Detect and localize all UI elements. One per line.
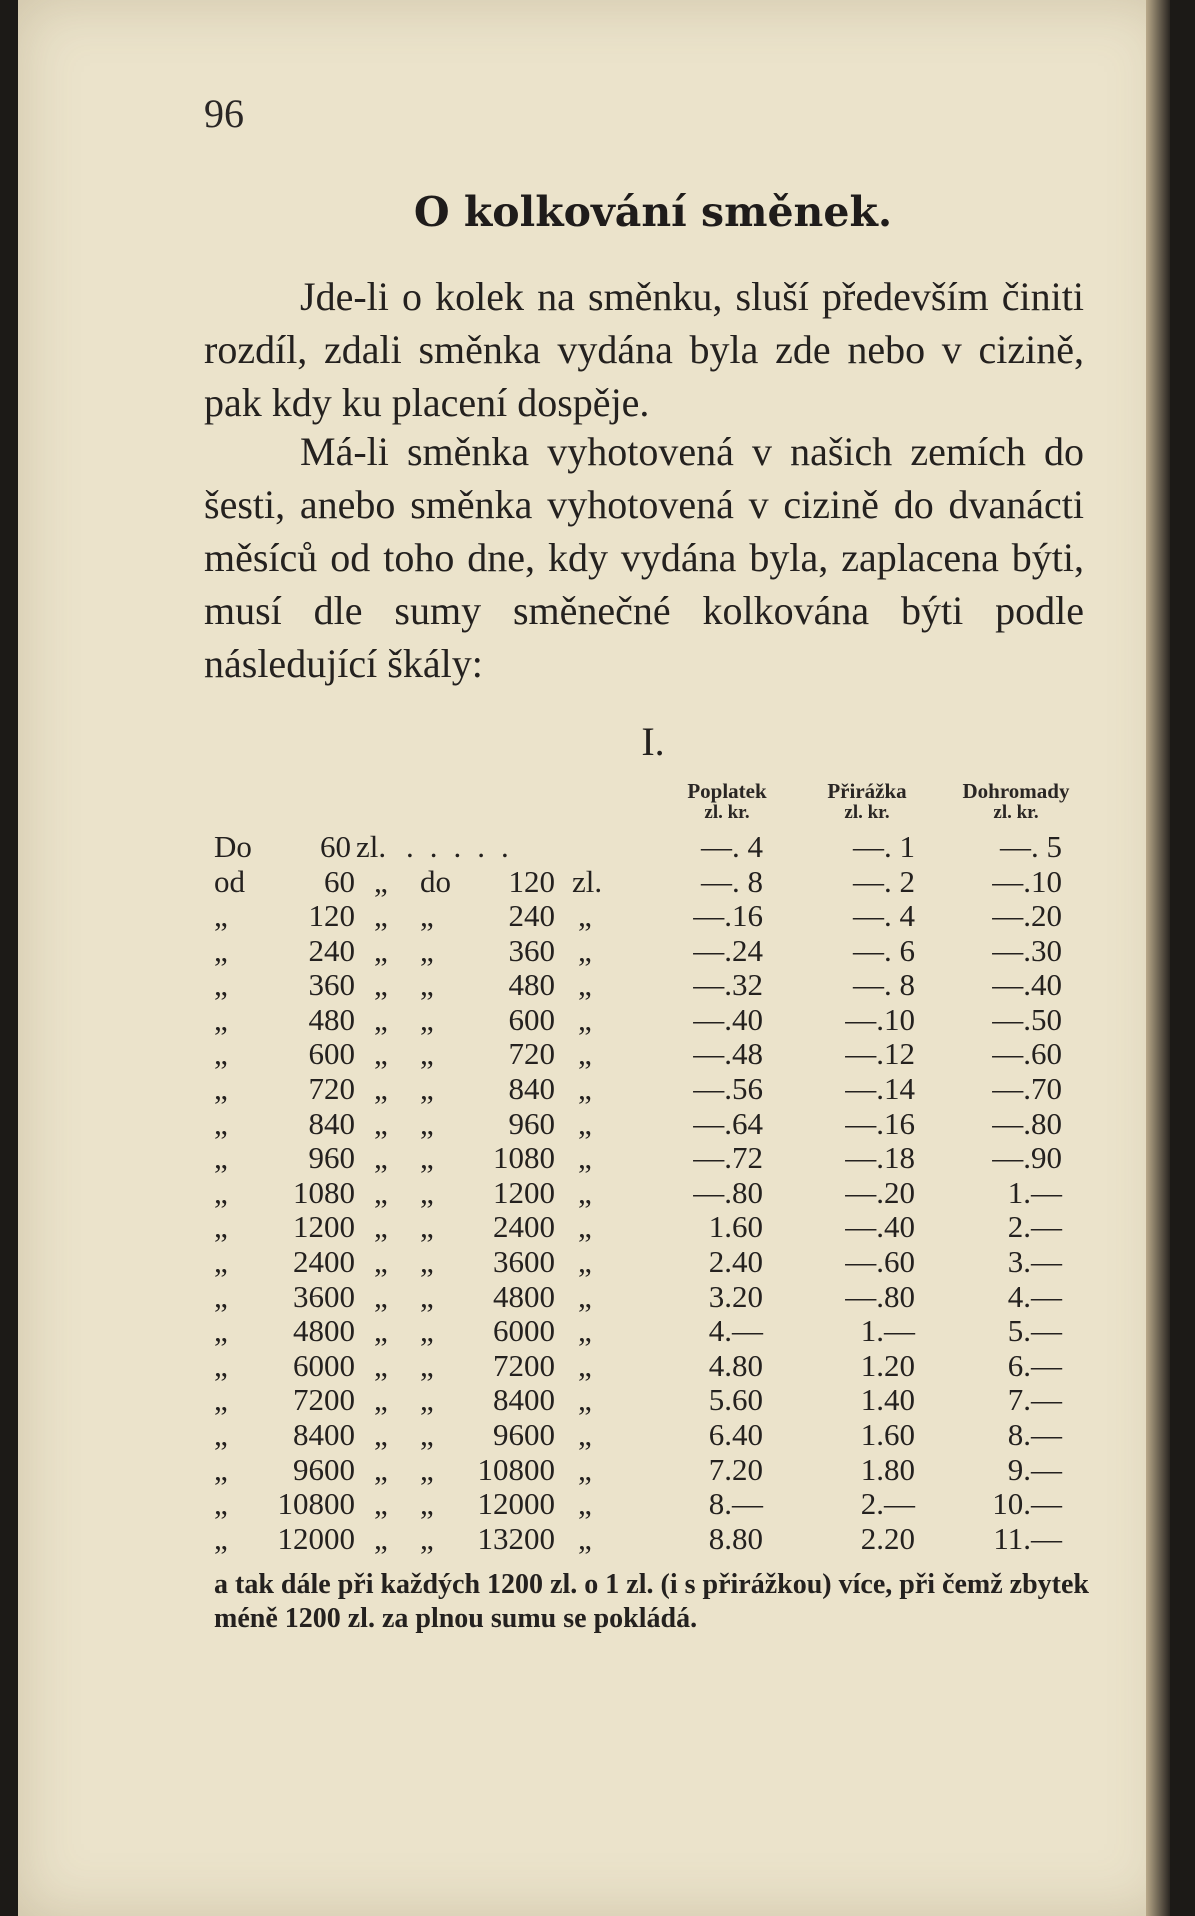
row-ditto-prefix: „: [214, 1382, 228, 1418]
table-row: [0, 1279, 1195, 1313]
row-ditto-prefix: „: [214, 1313, 228, 1349]
cell-dohromady: —.50: [992, 1001, 1062, 1037]
row-ditto-do: „: [420, 967, 434, 1003]
row-ditto-mark: „: [374, 1140, 388, 1176]
row-ditto-unit: „: [578, 1244, 592, 1279]
row-ditto-mark: „: [374, 1209, 388, 1245]
cell-prirazka: —. 4: [853, 898, 915, 933]
row-ditto-unit: „: [578, 1105, 592, 1141]
cell-poplatek: 2.40: [708, 1244, 763, 1279]
row-from: 7200: [293, 1382, 355, 1418]
cell-prirazka: 2.—: [860, 1486, 915, 1522]
cell-dohromady: 7.—: [1007, 1382, 1062, 1418]
row-ditto-mark: „: [374, 1417, 388, 1452]
row-ditto-do: „: [420, 1313, 434, 1349]
row-from: 1080: [293, 1174, 355, 1210]
cell-dohromady: 1.—: [1007, 1174, 1062, 1210]
row-ditto-prefix: „: [214, 1140, 228, 1176]
table-row: [0, 1071, 1195, 1105]
row-ditto-unit: „: [578, 932, 592, 968]
cell-prirazka: 1.60: [860, 1417, 915, 1452]
table-row: [0, 898, 1195, 932]
row-to: 3600: [493, 1244, 555, 1279]
row-ditto-unit: „: [578, 967, 592, 1003]
row-ditto-do: „: [420, 1209, 434, 1245]
row-from: 840: [308, 1105, 355, 1141]
table-row: [0, 1002, 1195, 1036]
cell-dohromady: 11.—: [993, 1520, 1062, 1556]
row-from: 960: [308, 1140, 355, 1176]
table-row: [0, 1140, 1195, 1174]
row-ditto-mark: „: [374, 1451, 388, 1487]
cell-dohromady: —.40: [992, 967, 1062, 1003]
table-row-second: [0, 864, 1195, 898]
page-number: 96: [204, 91, 244, 136]
row-to: 1080: [493, 1140, 555, 1176]
table-row: [0, 1244, 1195, 1278]
row-to: 12000: [477, 1486, 555, 1522]
row-ditto-do: „: [420, 898, 434, 933]
row-unit: zl.: [356, 829, 387, 864]
table-row: [0, 1521, 1195, 1555]
cell-poplatek: —.16: [693, 898, 763, 933]
row-to: 480: [508, 967, 555, 1003]
row-ditto-do: „: [420, 1520, 434, 1556]
row-ditto-mark: „: [374, 1486, 388, 1522]
cell-prirazka: 1.40: [860, 1382, 915, 1418]
row-ditto-prefix: „: [214, 1347, 228, 1383]
cell-dohromady: —.60: [992, 1036, 1062, 1072]
column-header-dohromady: [936, 780, 1096, 824]
row-ditto-mark: „: [374, 1174, 388, 1210]
row-ditto-prefix: „: [214, 967, 228, 1003]
paragraph-scale-rule: Má-li směnka vyhotovená v našich zemích do šesti, anebo směnka vyhotovená v cizině do dvanácti měsíců od toho dne, kdy vydána byla, zaplacena býti, musí dle sumy směnečné kolkována býti podle následující škály:: [204, 429, 1084, 686]
row-to: 360: [508, 932, 555, 968]
row-ditto-unit: „: [578, 898, 592, 933]
cell-dohromady: —. 5: [1000, 829, 1062, 864]
row-from: 4800: [293, 1313, 355, 1349]
row-from: 240: [308, 932, 355, 968]
row-ditto-unit: „: [578, 1209, 592, 1245]
cell-prirazka: —.18: [845, 1140, 915, 1176]
row-ditto-unit: „: [578, 1036, 592, 1072]
cell-prirazka: —.80: [845, 1278, 915, 1314]
table-row: [0, 1417, 1195, 1451]
row-from: 10800: [277, 1486, 355, 1522]
row-ditto-do: „: [420, 1071, 434, 1106]
row-ditto-do: „: [420, 1417, 434, 1452]
row-from: 3600: [293, 1278, 355, 1314]
row-ditto-do: „: [420, 1382, 434, 1418]
row-ditto-prefix: „: [214, 1071, 228, 1106]
row-from: 720: [308, 1071, 355, 1106]
cell-dohromady: 10.—: [992, 1486, 1062, 1522]
cell-dohromady: —.30: [992, 932, 1062, 968]
cell-poplatek: —.72: [693, 1140, 763, 1176]
row-ditto-prefix: „: [214, 1174, 228, 1210]
row-from: 600: [308, 1036, 355, 1072]
column-name: Poplatek: [687, 779, 767, 803]
cell-poplatek: 5.60: [708, 1382, 763, 1418]
row-to: 720: [508, 1036, 555, 1072]
row-ditto-do: „: [420, 1140, 434, 1176]
cell-poplatek: —. 8: [701, 864, 763, 899]
row-ditto-mark: „: [374, 1313, 388, 1349]
row-to: 10800: [477, 1451, 555, 1487]
row-ditto-mark: „: [374, 1001, 388, 1037]
table-row: [0, 1106, 1195, 1140]
cell-poplatek: —.40: [693, 1001, 763, 1037]
row-ditto-unit: „: [578, 1451, 592, 1487]
row-ditto-prefix: „: [214, 1520, 228, 1556]
cell-prirazka: 1.—: [860, 1313, 915, 1349]
cell-dohromady: 3.—: [1007, 1244, 1062, 1279]
cell-poplatek: —.48: [693, 1036, 763, 1072]
row-ditto-prefix: „: [214, 1244, 228, 1279]
row-to: 600: [508, 1001, 555, 1037]
cell-poplatek: —.64: [693, 1105, 763, 1141]
row-ditto-unit: „: [578, 1278, 592, 1314]
row-ditto-do: „: [420, 1347, 434, 1383]
row-from: 8400: [293, 1417, 355, 1452]
column-unit: zl. kr.: [844, 802, 890, 823]
cell-prirazka: —. 1: [853, 829, 915, 864]
cell-prirazka: —.16: [845, 1105, 915, 1141]
column-name: Přirážka: [827, 779, 907, 803]
cell-prirazka: —.40: [845, 1209, 915, 1245]
cell-poplatek: —.80: [693, 1174, 763, 1210]
row-ditto-prefix: „: [214, 1278, 228, 1314]
row-to: 1200: [493, 1174, 555, 1210]
row-ditto-unit: „: [578, 1417, 592, 1452]
table-row: [0, 1452, 1195, 1486]
row-leader-dots: .....: [406, 829, 525, 864]
cell-poplatek: 8.—: [708, 1486, 763, 1522]
row-ditto-mark: „: [374, 1105, 388, 1141]
row-prefix: Do: [214, 829, 252, 864]
row-from: 2400: [293, 1244, 355, 1279]
table-row: [0, 1209, 1195, 1243]
row-ditto-do: „: [420, 1486, 434, 1522]
cell-dohromady: 4.—: [1007, 1278, 1062, 1314]
row-to: 840: [508, 1071, 555, 1106]
row-from: 480: [308, 1001, 355, 1037]
row-ditto-mark: „: [374, 1520, 388, 1556]
page-title: O kolkování směnek.: [413, 188, 893, 236]
table-row: [0, 1175, 1195, 1209]
row-ditto-mark: „: [374, 1382, 388, 1418]
table-row: [0, 1313, 1195, 1347]
row-to: 120: [508, 864, 555, 899]
row-ditto-prefix: „: [214, 898, 228, 933]
table-row: [0, 1348, 1195, 1382]
cell-poplatek: —. 4: [701, 829, 763, 864]
cell-prirazka: 1.80: [860, 1451, 915, 1487]
row-from: 60: [324, 864, 355, 899]
row-ditto-mark: „: [374, 1244, 388, 1279]
cell-prirazka: —.60: [845, 1244, 915, 1279]
row-from: 1200: [293, 1209, 355, 1245]
table-row: [0, 967, 1195, 1001]
cell-prirazka: —. 2: [853, 864, 915, 899]
row-ditto-mark: „: [374, 1278, 388, 1314]
row-to: 2400: [493, 1209, 555, 1245]
cell-prirazka: 2.20: [860, 1520, 915, 1556]
row-to: 7200: [493, 1347, 555, 1383]
column-header-prirazka: [800, 780, 934, 824]
cell-poplatek: —.56: [693, 1071, 763, 1106]
cell-dohromady: —.20: [992, 898, 1062, 933]
cell-poplatek: 8.80: [708, 1520, 763, 1556]
row-ditto-unit: „: [578, 1382, 592, 1418]
cell-dohromady: —.70: [992, 1071, 1062, 1106]
row-ditto-do: „: [420, 1278, 434, 1314]
cell-poplatek: 1.60: [708, 1209, 763, 1245]
row-ditto-prefix: „: [214, 1417, 228, 1452]
row-ditto-do: „: [420, 1244, 434, 1279]
cell-poplatek: 4.80: [708, 1347, 763, 1383]
cell-dohromady: —.90: [992, 1140, 1062, 1176]
row-to: 13200: [477, 1520, 555, 1556]
row-ditto-prefix: „: [214, 1036, 228, 1072]
table-row: [0, 1036, 1195, 1070]
cell-poplatek: —.32: [693, 967, 763, 1003]
row-to: 9600: [493, 1417, 555, 1452]
row-to: 8400: [493, 1382, 555, 1418]
row-ditto-mark: „: [374, 1347, 388, 1383]
row-ditto-prefix: „: [214, 1209, 228, 1245]
column-unit: zl. kr.: [704, 802, 750, 823]
row-ditto-do: „: [420, 1105, 434, 1141]
row-from: 120: [308, 898, 355, 933]
table-row: [0, 1486, 1195, 1520]
cell-dohromady: 5.—: [1007, 1313, 1062, 1349]
row-from: 12000: [277, 1520, 355, 1556]
cell-poplatek: 4.—: [708, 1313, 763, 1349]
cell-prirazka: 1.20: [860, 1347, 915, 1383]
row-to: 4800: [493, 1278, 555, 1314]
cell-dohromady: —.10: [992, 864, 1062, 899]
row-ditto-do: „: [420, 1451, 434, 1487]
row-ditto-unit: „: [578, 1520, 592, 1556]
cell-dohromady: —.80: [992, 1105, 1062, 1141]
row-from: 6000: [293, 1347, 355, 1383]
row-ditto-mark: „: [374, 1071, 388, 1106]
cell-poplatek: 7.20: [708, 1451, 763, 1487]
row-do: do: [420, 864, 451, 899]
row-ditto-mark: „: [374, 864, 388, 899]
row-ditto-do: „: [420, 932, 434, 968]
row-amount: 60: [320, 829, 351, 864]
row-ditto-prefix: „: [214, 1105, 228, 1141]
row-ditto-prefix: „: [214, 1001, 228, 1037]
row-from: 360: [308, 967, 355, 1003]
column-unit: zl. kr.: [993, 802, 1039, 823]
cell-prirazka: —.12: [845, 1036, 915, 1072]
row-ditto-mark: „: [374, 967, 388, 1003]
row-ditto-mark: „: [374, 1036, 388, 1072]
table-row: [0, 933, 1195, 967]
paragraph-intro: Jde-li o kolek na směnku, sluší především činiti rozdíl, zdali směnka vydána byla zde nebo v cizině, pak kdy ku placení dospěje.: [204, 274, 1084, 425]
row-prefix: od: [214, 864, 245, 899]
row-ditto-do: „: [420, 1174, 434, 1210]
row-ditto-prefix: „: [214, 932, 228, 968]
row-to: 6000: [493, 1313, 555, 1349]
row-to: 960: [508, 1105, 555, 1141]
cell-prirazka: —. 8: [853, 967, 915, 1003]
row-ditto-unit: „: [578, 1486, 592, 1522]
row-ditto-unit: „: [578, 1071, 592, 1106]
row-ditto-unit: „: [578, 1313, 592, 1349]
row-from: 9600: [293, 1451, 355, 1487]
row-ditto-unit: „: [578, 1174, 592, 1210]
footer-note: a tak dále při každých 1200 zl. o 1 zl. (i s přirážkou) více, při čemž zbytek méně 1200 zl. za plnou sumu se pokládá.: [214, 1569, 1089, 1634]
row-ditto-do: „: [420, 1001, 434, 1037]
section-heading: I.: [641, 719, 665, 764]
cell-dohromady: 9.—: [1007, 1451, 1062, 1487]
column-name: Dohromady: [962, 779, 1070, 803]
row-ditto-prefix: „: [214, 1486, 228, 1522]
cell-prirazka: —.20: [845, 1174, 915, 1210]
row-ditto-mark: „: [374, 898, 388, 933]
row-unit: zl.: [572, 864, 603, 899]
cell-poplatek: 3.20: [708, 1278, 763, 1314]
row-ditto-unit: „: [578, 1140, 592, 1176]
row-to: 240: [508, 898, 555, 933]
cell-poplatek: 6.40: [708, 1417, 763, 1452]
row-ditto-unit: „: [578, 1001, 592, 1037]
row-ditto-mark: „: [374, 932, 388, 968]
cell-dohromady: 6.—: [1007, 1347, 1062, 1383]
cell-prirazka: —. 6: [853, 932, 915, 968]
row-ditto-prefix: „: [214, 1451, 228, 1487]
table-row-first: [0, 829, 1195, 863]
cell-dohromady: 8.—: [1007, 1417, 1062, 1452]
cell-prirazka: —.10: [845, 1001, 915, 1037]
row-ditto-do: „: [420, 1036, 434, 1072]
row-ditto-unit: „: [578, 1347, 592, 1383]
cell-poplatek: —.24: [693, 932, 763, 968]
cell-dohromady: 2.—: [1007, 1209, 1062, 1245]
table-row: [0, 1382, 1195, 1416]
cell-prirazka: —.14: [845, 1071, 915, 1106]
column-header-poplatek: [652, 780, 802, 824]
